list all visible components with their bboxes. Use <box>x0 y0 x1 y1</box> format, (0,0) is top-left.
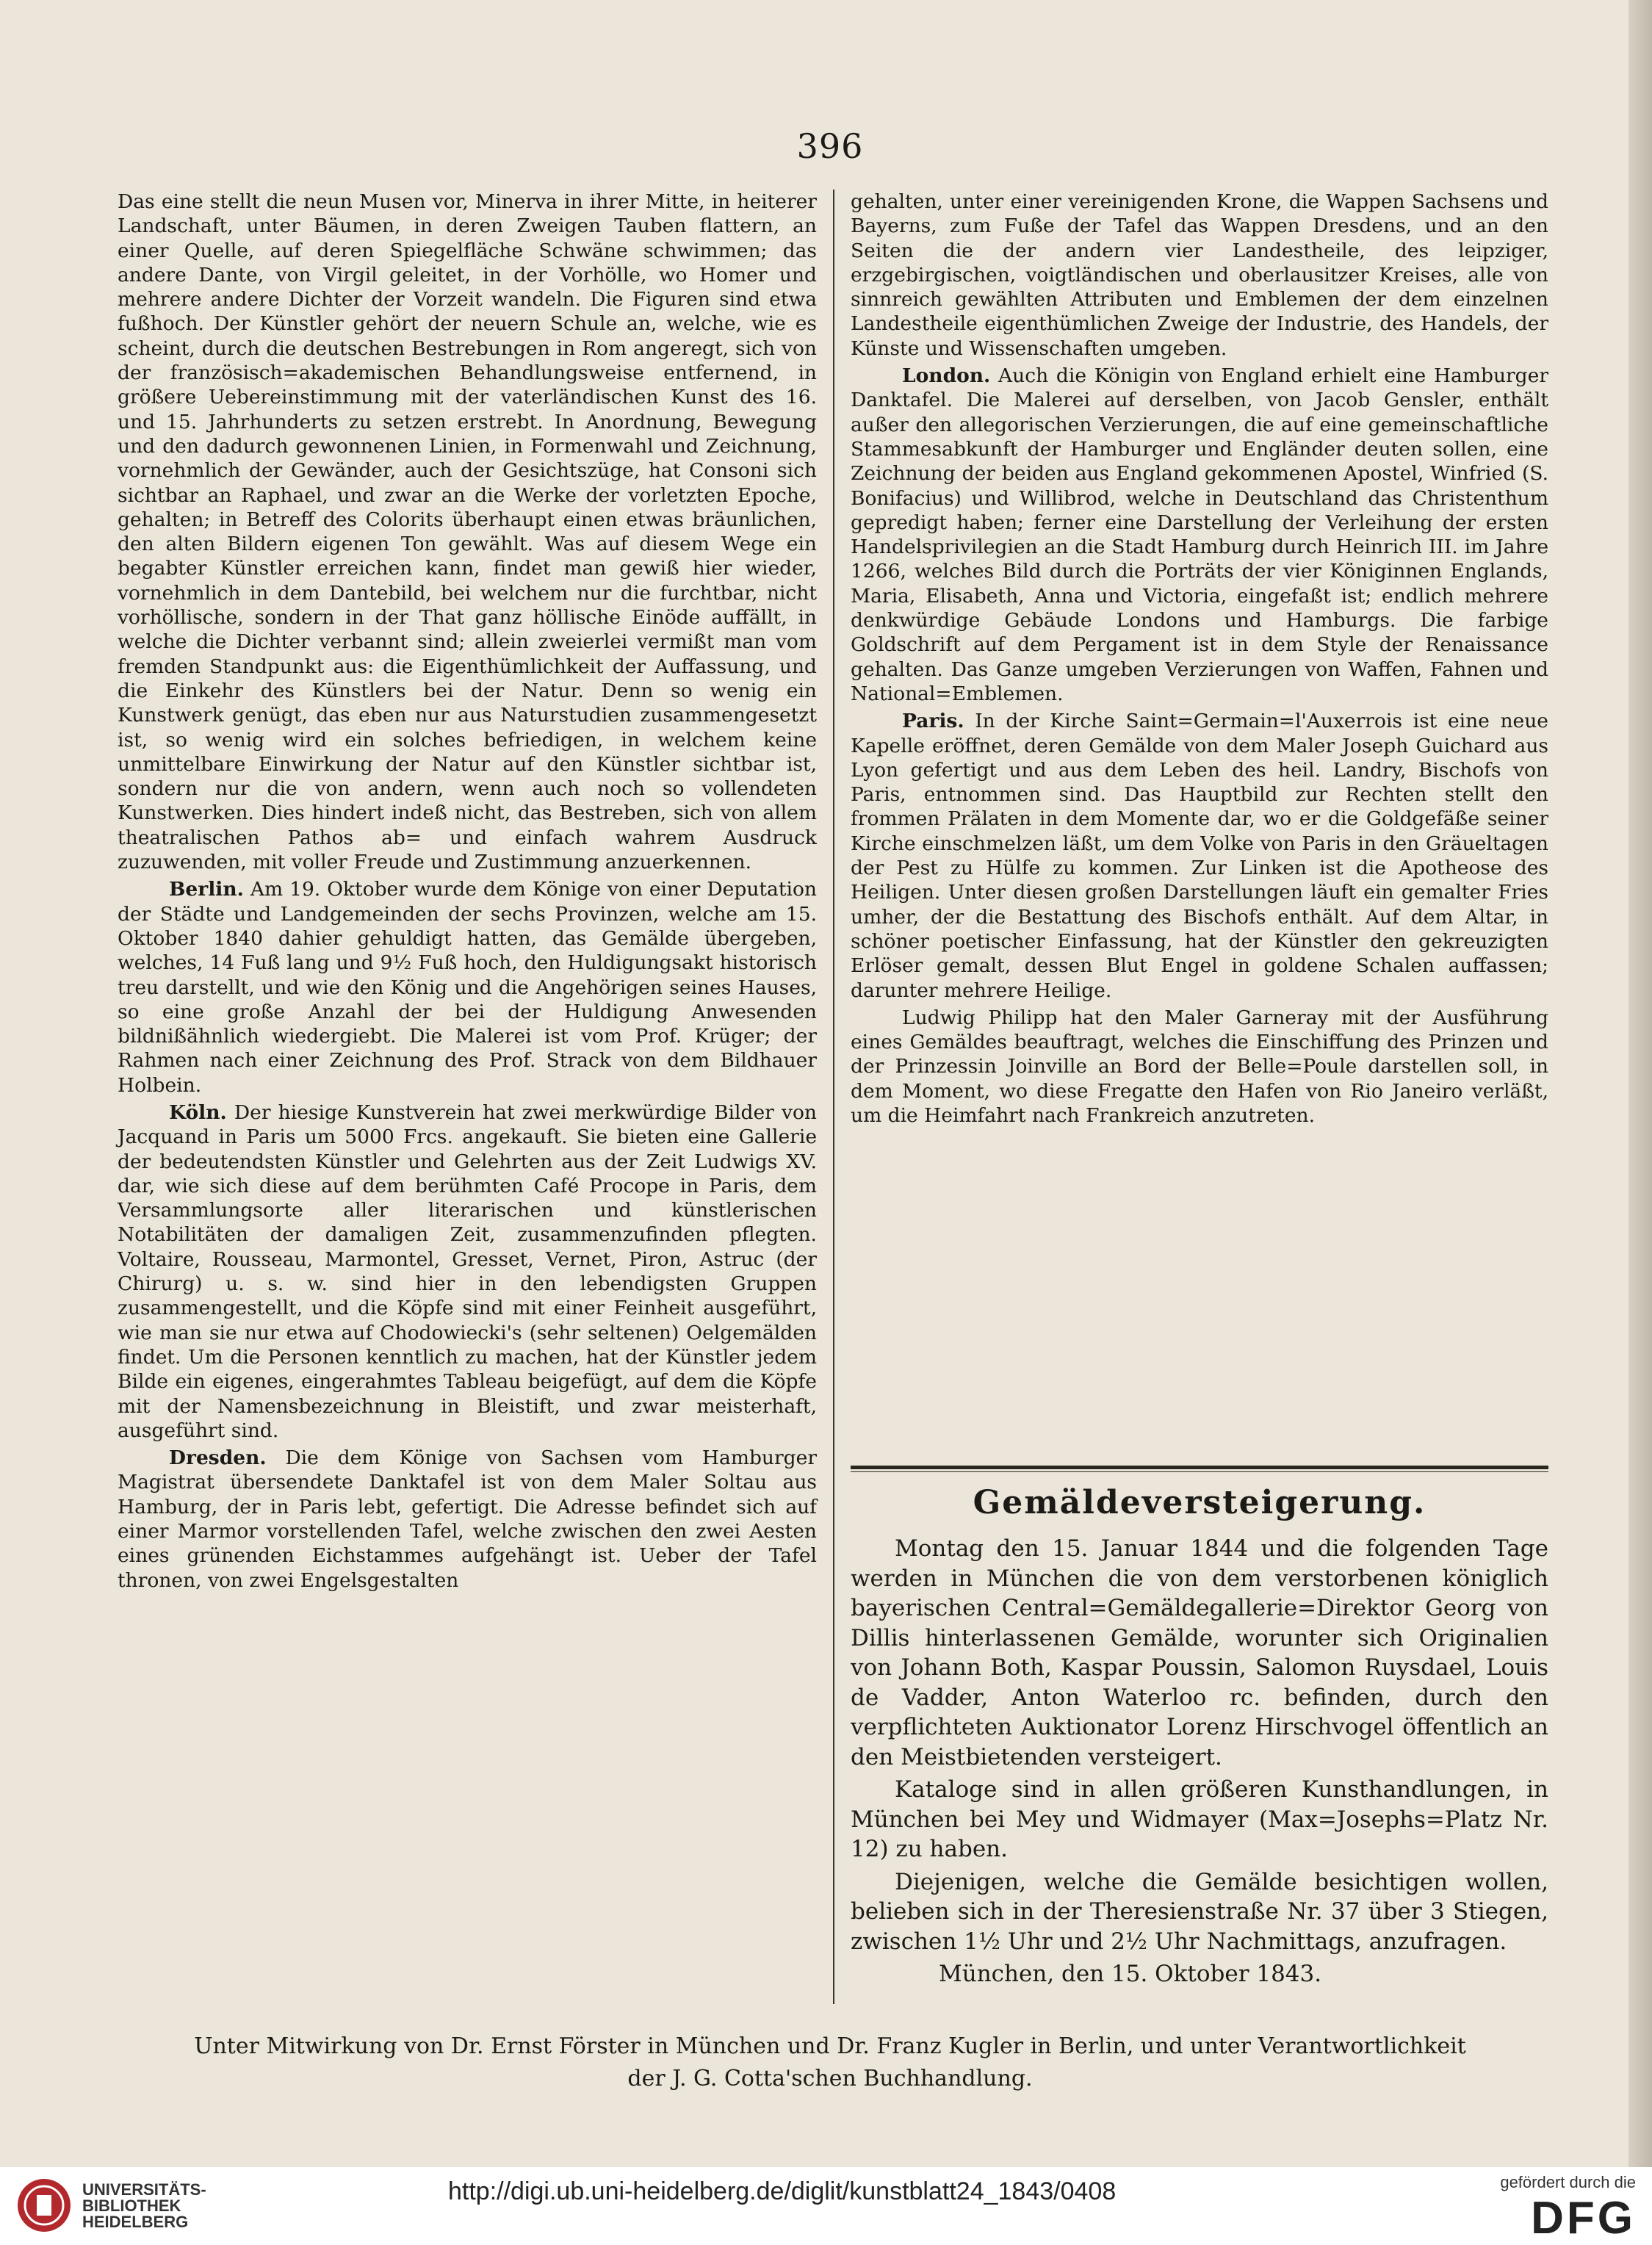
paragraph: Ludwig Philipp hat den Maler Garneray mit der Ausführung eines Gemäldes beauftragt, welches die Einschiffung des Prinzen und der Prinzessin Joinville an Bord der Belle=Poule darstellen soll, in dem Moment, wo diese Fregatte den Hafen von Rio Janeiro verläßt, um die Heimfahrt nach Frankreich anzutreten. <box>851 1006 1548 1127</box>
paragraph-berlin: Berlin. Am 19. Oktober wurde dem Könige von einer Deputation der Städte und Landgemeinden der sechs Provinzen, welche am 15. Oktober 1840 dahier gehuldigt hatten, das Gemälde übergeben, welches, 14 Fuß lang und 9½ Fuß hoch, den Huldigungsakt historisch treu darstellt, und wie den König und die Angehörigen seines Hauses, so eine große Anzahl der bei der Huldigung Anwesenden bildnißähnlich wiedergiebt. Die Malerei ist vom Prof. Krüger; der Rahmen nach einer Zeichnung des Prof. Strack von dem Bildhauer Holbein. <box>118 878 817 1097</box>
library-name: UNIVERSITÄTS- BIBLIOTHEK HEIDELBERG <box>82 2180 206 2231</box>
auction-paragraph: Diejenigen, welche die Gemälde besichtigen wollen, belieben sich in der Theresienstraße Nr. 37 über 3 Stiegen, zwischen 1½ Uhr und 2½ Uhr Nachmittags, anzufragen. <box>851 1868 1548 1955</box>
column-divider <box>833 190 834 2004</box>
auction-paragraph: Kataloge sind in allen größeren Kunsthandlungen, in München bei Mey und Widmayer (Max=Josephs=Platz Nr. 12) zu haben. <box>851 1776 1548 1862</box>
auction-paragraph: Montag den 15. Januar 1844 und die folgenden Tage werden in München die von dem verstorbenen königlich bayerischen Central=Gemäldegallerie=Direktor Georg von Dillis hinterlassenen Gemälde, worunter sich Originalien von Johann Both, Kaspar Poussin, Salomon Ruysdael, Louis de Vadder, Anton Waterloo rc. befinden, durch den verpflichteten Auktionator Lorenz Hirschvogel öffentlich an den Meistbietenden versteigert. <box>851 1535 1548 1770</box>
dfg-logo: DFG <box>1531 2193 1636 2244</box>
place-heading: Berlin. <box>169 878 244 901</box>
paragraph-koeln: Köln. Der hiesige Kunstverein hat zwei merkwürdige Bilder von Jacquand in Paris um 5000 Frcs. angekauft. Sie bieten eine Gallerie der bedeutendsten Künstler und Gelehrten aus der Zeit Ludwigs XV. dar, wie sich diese auf dem berühmten Café Procope in Paris, dem Versammlungsorte aller literarischen und künstlerischen Notabilitäten der damaligen Zeit, zusammenzufinden pflegten. Voltaire, Rousseau, Marmontel, Gresset, Vernet, Piron, Astruc (der Chirurg) u. s. w. sind hier in den lebendigsten Gruppen zusammengestellt, und die Köpfe sind mit einer Feinheit ausgeführt, wie man sie nur etwa auf Chodowiecki's (sehr seltenen) Oelgemälden findet. Um die Personen kenntlich zu machen, hat der Künstler jedem Bilde ein eigenes, eingerahmtes Tableau beigefügt, auf dem die Köpfe mit der Namensbezeichnung in Bleistift, und zwar meisterhaft, ausgeführt sind. <box>118 1100 817 1442</box>
funded-by-label: gefördert durch die <box>1500 2173 1636 2191</box>
university-seal-icon <box>16 2177 72 2233</box>
paragraph-dresden: Dresden. Die dem Könige von Sachsen vom Hamburger Magistrat übersendete Danktafel ist von dem Maler Soltau aus Hamburg, der in Paris lebt, gefertigt. Die Adresse befindet sich auf einer Marmor vorstellenden Tafel, welche zwischen den zwei Aesten eines grünenden Eichstammes aufgehängt ist. Ueber der Tafel thronen, von zwei Engelsgestalten <box>118 1446 817 1592</box>
paragraph: gehalten, unter einer vereinigenden Krone, die Wappen Sachsens und Bayerns, zum Fuße der Tafel das Wappen Dresdens, und an den Seiten die der andern vier Landestheile, des leipziger, erzgebirgischen, voigtländischen und oberlausitzer Kreises, alle von sinnreich gewählten Attributen und Emblemen der dem einzelnen Landestheile eigenthümlichen Zweige der Industrie, des Handels, der Künste und Wissenschaften umgeben. <box>851 190 1548 360</box>
left-column <box>118 190 817 1596</box>
paragraph-paris: Paris. In der Kirche Saint=Germain=l'Auxerrois ist eine neue Kapelle eröffnet, deren Gemälde von dem Maler Joseph Guichard aus Lyon gefertigt und aus dem Leben des heil. Landry, Bischofs von Paris, entnommen sind. Das Hauptbild zur Rechten stellt den frommen Prälaten in dem Momente dar, wo er die Goldgefäße seiner Kirche einschmelzen läßt, um dem Volke von Paris in den Gräueltagen der Pest zu Hülfe zu kommen. Zur Linken ist die Apotheose des Heiligen. Unter diesen großen Darstellungen läuft ein gemalter Fries umher, der die Bestattung des Bischofs enthält. Auf dem Altar, in schöner poetischer Einfassung, hat der Künstler den gekreuzigten Erlöser gemalt, dessen Blut Engel in goldene Schalen auffassen; darunter mehrere Heilige. <box>851 710 1548 1002</box>
permalink[interactable]: http://digi.ub.uni-heidelberg.de/diglit/kunstblatt24_1843/0408 <box>448 2177 1117 2205</box>
paragraph-london: London. Auch die Königin von England erhielt eine Hamburger Danktafel. Die Malerei auf derselben, von Jacob Gensler, enthält außer den allegorischen Verzierungen, die auf eine gemeinschaftliche Stammesabkunft der Hamburger und Engländer deuten sollen, eine Zeichnung der beiden aus England gekommenen Apostel, Winfried (S. Bonifacius) und Willibrod, welche in Deutschland das Christenthum gepredigt haben; ferner eine Darstellung der Verleihung der ersten Handelsprivilegien an die Stadt Hamburg durch Heinrich III. im Jahre 1266, welches Bild durch die Porträts der vier Königinnen Englands, Maria, Elisabeth, Anna und Victoria, eingefaßt ist; endlich mehrere denkwürdige Gebäude Londons und Hamburgs. Die farbige Goldschrift auf dem Pergament ist in dem Style der Renaissance gehalten. Das Ganze umgeben Verzierungen von Waffen, Fahnen und National=Emblemen. <box>851 364 1548 705</box>
auction-title: Gemäldeversteigerung. <box>973 1484 1426 1521</box>
place-heading: London. <box>902 364 991 388</box>
place-heading: Dresden. <box>169 1446 267 1470</box>
auction-signature: München, den 15. Oktober 1843. <box>939 1961 1322 1987</box>
place-heading: Köln. <box>169 1100 227 1124</box>
page-edge <box>1628 0 1652 2167</box>
library-bar <box>0 2167 1652 2245</box>
section-rule-thin <box>851 1471 1548 1472</box>
right-column <box>851 190 1548 1131</box>
imprint-line: Unter Mitwirkung von Dr. Ernst Förster in München und Dr. Franz Kugler in Berlin, und unter Verantwortlichkeit <box>194 2033 1466 2059</box>
auction-notice <box>851 1534 1548 1992</box>
place-heading: Paris. <box>902 710 964 733</box>
imprint-line: der J. G. Cotta'schen Buchhandlung. <box>627 2066 1033 2091</box>
paragraph: Das eine stellt die neun Musen vor, Minerva in ihrer Mitte, in heiterer Landschaft, unter Bäumen, in deren Zweigen Tauben flattern, an einer Quelle, auf deren Spiegelfläche Schwäne schwimmen; das andere Dante, von Virgil geleitet, in der Vorhölle, wo Homer und mehrere andere Dichter der Vorzeit wandeln. Die Figuren sind etwa fußhoch. Der Künstler gehört der neuern Schule an, welche, wie es scheint, durch die deutschen Bestrebungen in Rom angeregt, sich von der französisch=akademischen Behandlungsweise entfernend, in größere Uebereinstimmung mit der vaterländischen Kunst des 16. und 15. Jahrhunderts zu setzen erstrebt. In Anordnung, Bewegung und den dadurch gewonnenen Linien, in Formenwahl und Zeichnung, vornehmlich der Gewänder, auch der Gesichtszüge, hat Consoni sich sichtbar an Raphael, und zwar an die Werke der vorletzten Epoche, gehalten; in Betreff des Colorits überhaupt einen etwas bräunlichen, den alten Bildern eigenen Ton gewählt. Was auf diesem Wege ein begabter Künstler erreichen kann, findet man gewiß hier wieder, vornehmlich in dem Dantebild, bei welchem nur die furchtbar, nicht vorhöllische, sondern in der That ganz höllische Einöde auffällt, in welche die Dichter verbannt sind; allein zweierlei vermißt man vom fremden Standpunkt aus: die Eigenthümlichkeit der Auffassung, und die Einkehr des Künstlers bei der Natur. Denn so wenig ein Kunstwerk genügt, das eben nur aus Naturstudien zusammengesetzt ist, so wenig wird ein solches befriedigen, in welchem keine unmittelbare Einwirkung der Natur auf den Künstler sichtbar ist, sondern nur die von andern, wenn auch noch so vollendeten Kunstwerken. Dies hindert indeß nicht, das Bestreben, sich von allem theatralischen Pathos ab= und einfach wahrem Ausdruck zuzuwenden, mit voller Freude und Zustimmung anzuerkennen. <box>118 190 817 874</box>
section-rule <box>851 1466 1548 1469</box>
page-number: 396 <box>796 126 864 166</box>
